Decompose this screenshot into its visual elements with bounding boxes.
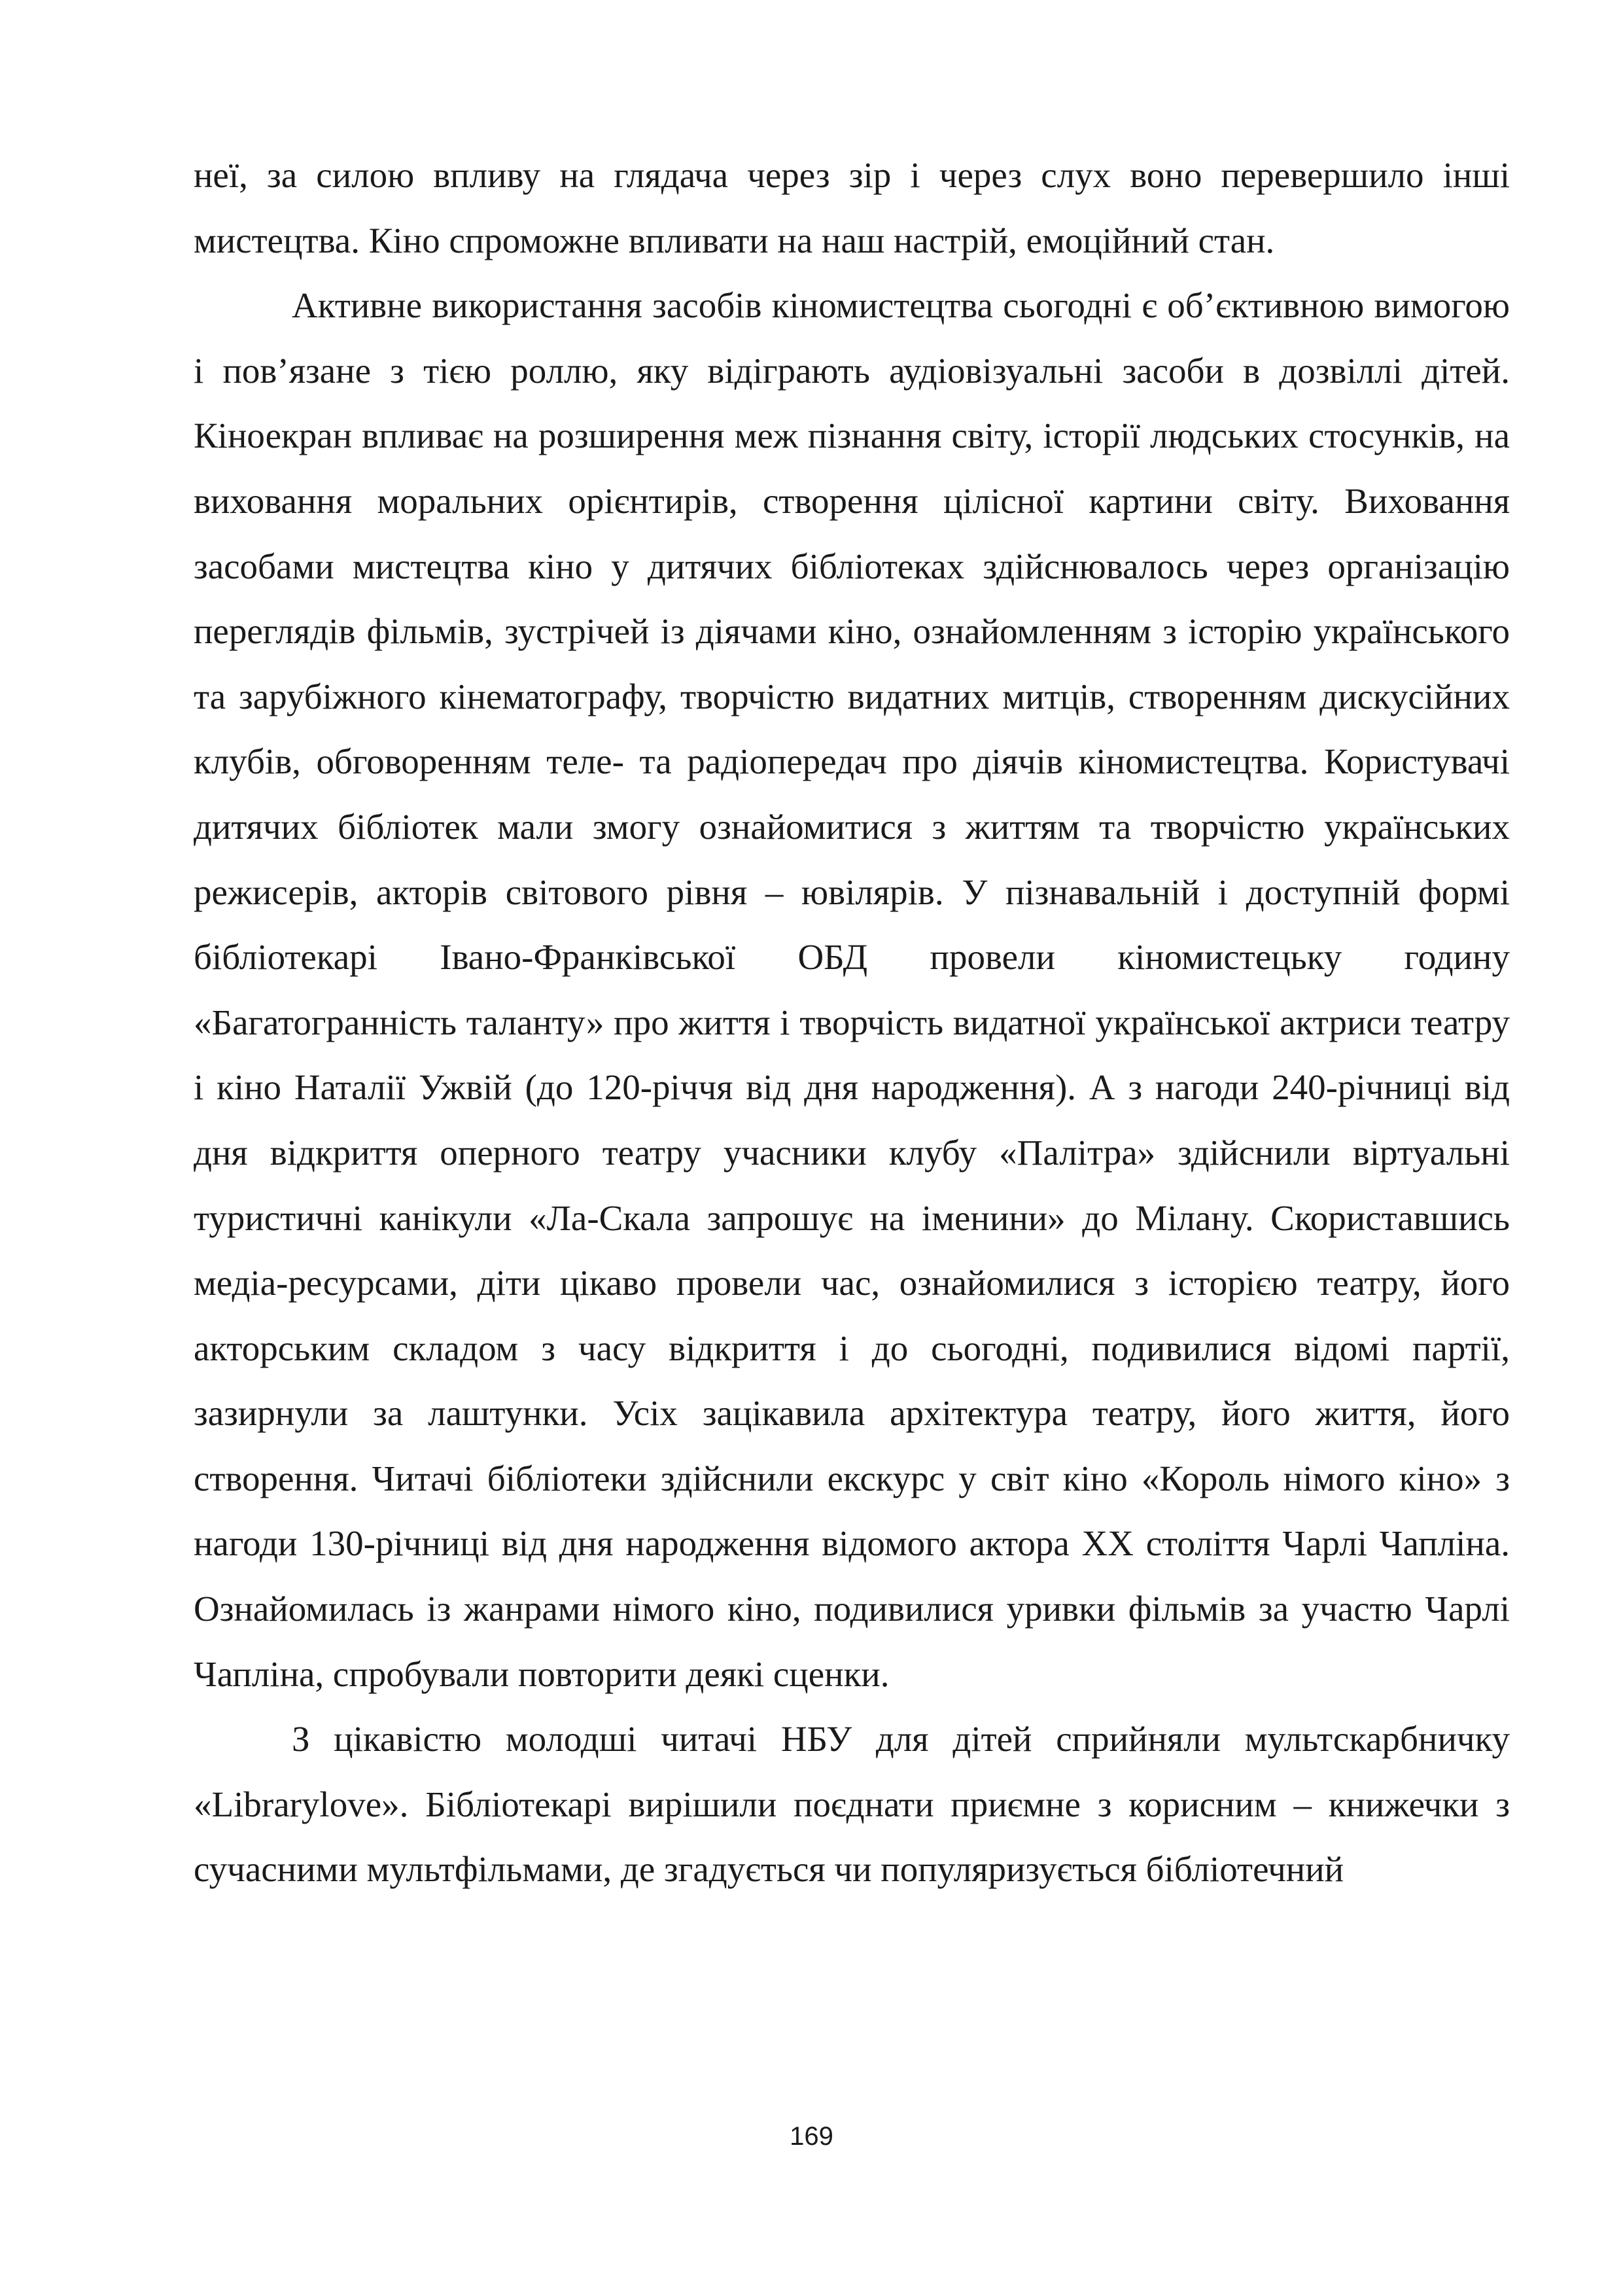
paragraph-2: Активне використання засобів кіномистецтва сьогодні є об’єктивною вимогою і пов’язане з тією роллю, яку відіграють аудіовізуальні засоби в дозвіллі дітей. Кіноекран впливає на розширення меж пізнання світу, історії людських стосунків, на виховання моральних орієнтирів, створення цілісної картини світу. Виховання засобами мистецтва кіно у дитячих бібліотеках здійснювалось через організацію переглядів фільмів, зустрічей із діячами кіно, ознайомленням з історію українського та зарубіжного кінематографу, творчістю видатних митців, створенням дискусійних клубів, обговоренням теле- та радіопередач про діячів кіномистецтва. Користувачі дитячих бібліотек мали змогу ознайомитися з життям та творчістю українських режисерів, акторів світового рівня – ювілярів. У пізнавальній і доступній формі бібліотекарі Івано-Франківської ОБД провели кіномистецьку годину «Багатогранність таланту» про життя і творчість видатної української актриси театру і кіно Наталії Ужвій (до 120-річчя від дня народження). А з нагоди 240-річниці від дня відкриття оперного театру учасники клубу «Палітра» здійснили віртуальні туристичні канікули «Ла-Скала запрошує на іменини» до Мілану. Скориставшись медіа-ресурсами, діти цікаво провели час, ознайомилися з історією театру, його акторським складом з часу відкриття і до сьогодні, подивилися відомі партії, зазирнули за лаштунки. Усіх зацікавила архітектура театру, його життя, його створення. Читачі бібліотеки здійснили екскурс у світ кіно «Король німого кіно» з нагоди 130-річниці від дня народження відомого актора ХХ століття Чарлі Чапліна. Ознайомилась із жанрами німого кіно, подивилися уривки фільмів за участю Чарлі Чапліна, спробували повторити деякі сценки. — [194, 285, 1510, 1694]
body-text — [194, 143, 1510, 1902]
paragraph-3: З цікавістю молодші читачі НБУ для дітей сприйняли мультскарбничку «Librarylove». Бібліотекарі вирішили поєднати приємне з корисним – книжечки з сучасними мультфільмами, де згадується чи популяризується бібліотечний — [194, 1719, 1510, 1890]
paragraph-1: неї, за силою впливу на глядача через зір і через слух воно перевершило інші мистецтва. Кіно спроможне впливати на наш настрій, емоційний стан. — [194, 155, 1510, 260]
page-number: 169 — [790, 2122, 833, 2151]
